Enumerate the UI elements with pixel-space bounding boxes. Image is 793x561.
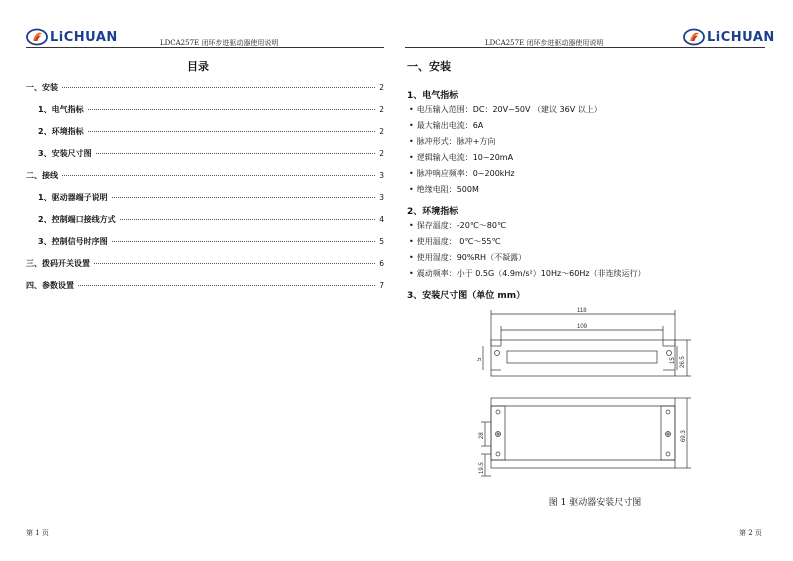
toc-item-page: 6: [379, 259, 384, 268]
spec-item: • 最大输出电流：6A: [409, 118, 602, 134]
toc-item-page: 3: [379, 171, 384, 180]
page-2: [397, 0, 793, 561]
page-number: 第 2 页: [739, 529, 762, 537]
dim-top-height: 26.5: [680, 356, 686, 368]
toc-item-page: 2: [379, 83, 384, 92]
spec-item: • 绝缘电阻：500M: [409, 182, 602, 198]
dimensions-heading: 3、安装尺寸图（单位 mm）: [407, 291, 526, 301]
page-1: [0, 0, 396, 561]
brand-logo: [683, 28, 775, 46]
spec-item: • 逻辑输入电流：10~20mA: [409, 150, 602, 166]
dim-body-width: 109: [577, 324, 588, 330]
header-title: LDCA257E 闭环步进驱动器使用说明: [160, 39, 279, 47]
spec-item: • 保存温度：-20℃～80℃: [409, 218, 646, 234]
toc-item[interactable]: [26, 104, 384, 126]
spec-item: • 脉冲响应频率：0~200kHz: [409, 166, 602, 182]
toc-leader: [62, 87, 375, 88]
toc-item-label: 1、驱动器端子说明: [38, 193, 108, 202]
toc-item-label: 3、安装尺寸图: [38, 149, 92, 158]
toc-item-label: 2、环境指标: [38, 127, 84, 136]
spec-item: • 脉冲形式：脉冲+方向: [409, 134, 602, 150]
toc-item-label: 2、控制端口接线方式: [38, 215, 116, 224]
dim-side-small: 5: [477, 357, 483, 361]
toc-item-page: 2: [379, 105, 384, 114]
section-title: 一、安装: [407, 60, 451, 73]
toc-item-label: 三、拨码开关设置: [26, 259, 90, 268]
figure-caption: 图 1 驱动器安装尺寸图: [548, 498, 642, 508]
toc-item[interactable]: [26, 280, 384, 302]
toc-leader: [94, 263, 375, 264]
spec-item: • 震动频率：小于 0.5G（4.9m/s²）10Hz～60Hz（非连续运行）: [409, 266, 646, 282]
toc-item-page: 2: [379, 127, 384, 136]
page-number: 第 1 页: [26, 529, 49, 537]
brand-name: LiCHUAN: [50, 29, 118, 45]
toc-item[interactable]: [26, 214, 384, 236]
toc-item-label: 3、控制信号时序图: [38, 237, 108, 246]
toc-item[interactable]: [26, 258, 384, 280]
toc-leader: [112, 241, 376, 242]
dim-total-width: 118: [577, 308, 587, 314]
environment-specs: [409, 218, 646, 282]
header-divider: [405, 47, 765, 48]
toc-leader: [88, 131, 376, 132]
table-of-contents: [26, 82, 384, 302]
spec-item: • 使用温度： 0℃～55℃: [409, 234, 646, 250]
toc-item[interactable]: [26, 148, 384, 170]
toc-item-label: 1、电气指标: [38, 105, 84, 114]
dim-bottom-offset: 19.5: [479, 462, 485, 474]
brand-logo: [26, 28, 118, 46]
lichuan-logo-icon: [26, 28, 48, 46]
toc-title: 目录: [187, 60, 209, 73]
toc-leader: [78, 285, 375, 286]
dim-top-small: 15: [670, 357, 676, 364]
electrical-specs: [409, 102, 602, 198]
dimension-drawing: [477, 306, 697, 488]
toc-leader: [120, 219, 376, 220]
dim-hole-gap: 28: [479, 432, 485, 439]
header-divider: [26, 47, 384, 48]
toc-leader: [96, 153, 376, 154]
spec-item: • 使用湿度：90%RH（不凝露）: [409, 250, 646, 266]
environment-heading: 2、环境指标: [407, 207, 459, 217]
toc-item[interactable]: [26, 170, 384, 192]
spec-item: • 电压输入范围：DC：20V~50V （建议 36V 以上）: [409, 102, 602, 118]
toc-leader: [88, 109, 376, 110]
toc-item[interactable]: [26, 126, 384, 148]
toc-item-label: 一、安装: [26, 83, 58, 92]
toc-leader: [62, 175, 375, 176]
header-title: LDCA257E 闭环步进驱动器使用说明: [485, 39, 604, 47]
toc-item[interactable]: [26, 236, 384, 258]
toc-item-label: 四、参数设置: [26, 281, 74, 290]
toc-item[interactable]: [26, 192, 384, 214]
electrical-heading: 1、电气指标: [407, 91, 459, 101]
toc-item-page: 7: [379, 281, 384, 290]
toc-item[interactable]: [26, 82, 384, 104]
toc-item-page: 2: [379, 149, 384, 158]
brand-name: LiCHUAN: [707, 29, 775, 45]
toc-item-label: 二、接线: [26, 171, 58, 180]
dim-height: 69.3: [681, 430, 687, 442]
toc-leader: [112, 197, 376, 198]
toc-item-page: 4: [379, 215, 384, 224]
toc-item-page: 5: [379, 237, 384, 246]
toc-item-page: 3: [379, 193, 384, 202]
lichuan-logo-icon: [683, 28, 705, 46]
